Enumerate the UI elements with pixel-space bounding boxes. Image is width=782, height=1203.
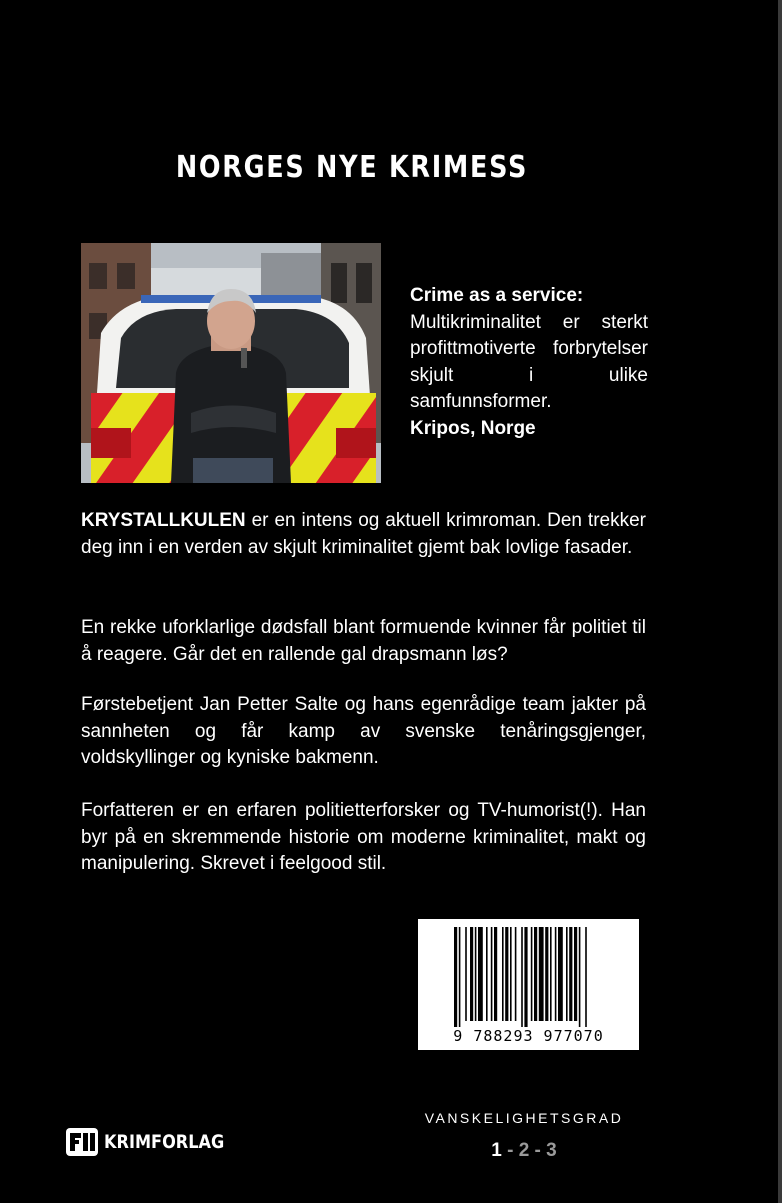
barcode-bar	[494, 927, 497, 1021]
quote-block	[410, 283, 648, 442]
isbn-barcode	[418, 919, 639, 1050]
blurb-paragraph	[81, 615, 646, 668]
barcode-bars	[418, 919, 639, 1027]
paragraph-text: Forfatteren er en erfaren politietterforsker og TV-humorist(!). Han byr på en skremmende historie om moderne kriminalitet, makt og manipulering. Skrevet i feelgood stil.	[81, 800, 646, 874]
barcode-bar	[521, 927, 523, 1027]
paragraph-text: En rekke uforklarlige dødsfall blant formuende kvinner får politiet til å reagere. Går det en rallende gal drapsmann løs?	[81, 617, 646, 665]
difficulty-level-3: 3	[546, 1140, 557, 1161]
barcode-bar	[545, 927, 548, 1021]
difficulty-label: VANSKELIGHETSGRAD	[424, 1110, 624, 1126]
level-separator: -	[501, 1140, 519, 1161]
barcode-bar	[534, 927, 537, 1021]
quote-source: Kripos, Norge	[410, 417, 536, 439]
barcode-bar	[465, 927, 467, 1021]
barcode-bar	[486, 927, 488, 1021]
barcode-bar	[478, 927, 483, 1021]
paragraph-text: Førstebetjent Jan Petter Salte og hans egenrådige team jakter på sannheten og får kamp av svenske tenåringsgjenger, voldskyllinger og kyniske bakmenn.	[81, 694, 646, 768]
barcode-bar	[454, 927, 457, 1027]
barcode-bar	[475, 927, 477, 1021]
barcode-bar	[470, 927, 473, 1021]
quote-heading: Crime as a service:	[410, 285, 584, 306]
blurb-paragraph	[81, 798, 646, 878]
barcode-bar	[585, 927, 587, 1027]
barcode-bar	[558, 927, 563, 1021]
barcode-bar	[505, 927, 508, 1021]
quote-body: Multikriminalitet er sterkt profittmotiverte forbrytelser skjult i ulike samfunnsformer.	[410, 311, 648, 412]
barcode-bar	[459, 927, 461, 1027]
barcode-bar	[550, 927, 552, 1021]
publisher-logo-icon	[66, 1128, 98, 1156]
publisher-logo	[66, 1128, 246, 1156]
page-edge	[778, 0, 782, 1203]
barcode-bar	[555, 927, 557, 1021]
author-photo-illustration	[81, 243, 381, 483]
book-title-lead: KRYSTALLKULEN	[81, 510, 246, 531]
barcode-bar	[531, 927, 533, 1021]
barcode-bar	[524, 927, 527, 1027]
difficulty-level-2: 2	[518, 1140, 530, 1161]
difficulty-levels	[420, 1140, 628, 1162]
barcode-bar	[491, 927, 493, 1021]
barcode-bar	[515, 927, 517, 1021]
barcode-bar	[502, 927, 504, 1021]
barcode-bar	[539, 927, 544, 1021]
barcode-bar	[569, 927, 572, 1021]
barcode-bar	[566, 927, 568, 1021]
publisher-name: KRIMFORLAG	[104, 1131, 225, 1153]
barcode-bar	[510, 927, 512, 1021]
barcode-bar	[579, 927, 581, 1027]
blurb-paragraph	[81, 508, 646, 561]
cover-photo	[81, 243, 381, 483]
page-title: NORGES NYE KRIMESS	[175, 150, 529, 185]
difficulty-level-1: 1	[491, 1140, 502, 1161]
isbn-digits: 9 788293 977070	[453, 1027, 604, 1045]
level-separator: -	[529, 1140, 547, 1161]
barcode-bar	[574, 927, 577, 1021]
paragraph-text: er en intens og aktuell krimroman. Den trekker deg inn i en verden av skjult kriminalitet gjemt bak lovlige fasader.	[81, 510, 646, 558]
blurb-paragraph	[81, 692, 646, 772]
